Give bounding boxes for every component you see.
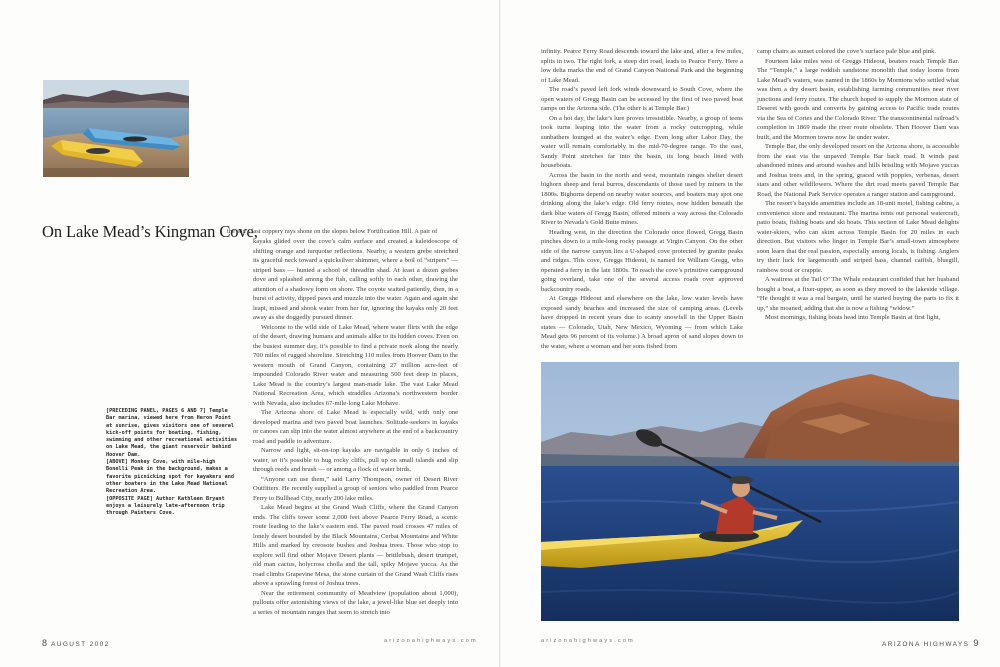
- paragraph: Across the basin to the north and west, mountain ranges shelter desert bighorn sheep and feral burros, descendants of those used by miners in the 1800s. Bighorns depend on nearby water sources, and boaters may spot one drinking along the lake’s edge. Old ferry routes, now hidden beneath the dark blue waters of Gregg Basin, offered miners a way across the Colorado River to Nevada’s Gold Butte mines.: [541, 171, 743, 226]
- magazine-name: ARIZONA HIGHWAYS: [882, 641, 970, 648]
- website-left: arizonahighways.com: [384, 638, 478, 644]
- article-column-3: [757, 47, 959, 323]
- kayaker-photo: [541, 362, 959, 621]
- paragraph: A waitress at the Tail O’ The Whale restaurant confided that her husband bought a boat, a fixer-upper, as soon as they moved to the lakeside village. “He thought it was a real bargain, until he started buying the parts to fix it up,” she moaned, adding that she is now a fishing “widow.”: [757, 276, 959, 312]
- article-column-1: [253, 237, 458, 617]
- paragraph: Narrow and light, sit-on-top kayaks are navigable in only 6 inches of water, so it’s possible to hug rocky cliffs, pull up on small islands and slip through reeds and brush — or among a flock of water birds.: [253, 447, 458, 473]
- paragraph: The road’s paved left fork winds downward to South Cove, where the open waters of Gregg Basin can be accessed by the first of two paved boat ramps on the Arizona side. (The other is at Temple Bar.): [541, 86, 743, 112]
- paragraph: Most mornings, fishing boats head into Temple Basin at first light,: [765, 314, 941, 321]
- caption-above: [ABOVE] Monkey Cove, with mile-high Bonelli Peak in the background, makes a favorite picnicking spot for kayakers and other boaters in the Lake Mead National Recreation Area.: [106, 459, 235, 495]
- paragraph: Lake Mead begins at the Grand Wash Cliffs, where the Grand Canyon ends. The cliffs tower some 2,000 feet above Pearce Ferry Road, a scenic route leading to the lake’s eastern end. The paved road crosses 47 miles of lonely desert bounded by the Black Mountains, Cerbat Mountains and White Hills and marked by creosote bushes and Joshua trees. Those who stop to explore will find other Mojave Desert plants — brittlebush, desert trumpet, old man cactus, holycross cholla and the tall, spiky Mojave yucca. As the road climbs Grapevine Mesa, the stone curtain of the Grand Wash Cliffs rises above a sprawling forest of Joshua trees.: [253, 504, 458, 587]
- paragraph: Heading west, in the direction the Colorado once flowed, Gregg Basin pinches down to a mile-long rocky passage at Virgin Canyon. On the other side of the narrow canyon lies a U-shaped cove protected by granite peaks and ridges. This cove, Greggs Hideout, is named for William Gregg, who operated a ferry in the late 1800s. To reach the cove’s primitive campground going overland, take one of the several access roads over approved backcountry roads.: [541, 228, 743, 293]
- paragraph: Fourteen lake miles west of Greggs Hideout, boaters reach Temple Bar. The “Temple,” a large reddish sandstone monolith that today looms from Lake Mead’s waters, was named in the 1860s by Mormons who settled what was then a dry desert basin, establishing farming communities near river junctions and ferry routes. The church hoped to supply the Mormon state of Deseret with goods and converts by gaining access to Pacific trade routes via the Sea of Cortes and the Colorado River. The transcontinental railroad’s completion in 1869 made the river route obsolete. Then Hoover Dam was built, and the Mormon towns now lie under water.: [757, 57, 959, 141]
- folio-right: [882, 638, 978, 648]
- paragraph: Welcome to the wild side of Lake Mead, where water flirts with the edge of the desert, drawing humans and animals alike to its hidden coves. Even on the busiest summer day, it’s possible to find a private nook along the nearly 700 miles of rugged shoreline. Stretching 110 miles from Hoover Dam to the western mouth of Grand Canyon, containing 27 million acre-feet of impounded Colorado River water and measuring 500 feet deep in places, Lake Mead is the country’s largest man-made lake. The vast Lake Mead National Recreation Area, which straddles Arizona’s northwestern border with Nevada, also includes 67-mile-long Lake Mohave.: [253, 323, 458, 407]
- paragraph: At Greggs Hideout and elsewhere on the lake, low water levels have exposed sandy beaches and increased the size of camping areas. (Levels have dropped in recent years due to scanty snowfall in the Upper Basin states — Colorado, Utah, New Mexico, Wyoming — from which Lake Mead gets 96 percent of its volume.) A broad apron of sand slopes down to the water, where a woman and her sons fished from: [541, 295, 743, 350]
- intro-text: the sun’s last coppery rays shone on the slopes below Fortification Hill. A pair of: [227, 228, 438, 235]
- paragraph: The Arizona shore of Lake Mead is especially wild, with only one developed marina and two paved boat launches. Solitude-seekers in kayaks or canoes can slip into the water almost anywhere at the end of a backcountry road and paddle to adventure.: [253, 409, 458, 445]
- paragraph: Near the retirement community of Meadview (population about 1,000), pullouts offer astonishing views of the lake, a jewel-like blue set deeply into a series of mountain ranges that seem to stretch into: [253, 589, 458, 616]
- paragraph: On a hot day, the lake’s lure proves irresistible. Nearby, a group of teens took turns leaping into the water from a rocky outcropping, while sunbathers lounged at the water’s edge. Even long after Labor Day, the water will remain comfortably in the mid-70-degree range. To the east, Sandy Point stretches far into the basin, its long beach lined with houseboats.: [541, 114, 743, 169]
- paragraph: infinity. Pearce Ferry Road descends toward the lake and, after a few miles, splits in two. The right fork, a steep dirt road, leads to Pearce Ferry. Here a low delta marks the end of Grand Canyon National Park and the beginning of Lake Mead.: [541, 48, 743, 84]
- paragraph: “Anyone can use them,” said Larry Thompson, owner of Desert River Outfitters. He recently supplied a group of seniors who paddled from Pearce Ferry to Bullhead City, nearly 200 lake miles.: [253, 475, 458, 502]
- caption-preceding-panel: [PRECEDING PANEL, PAGES 6 AND 7] Temple Bar marina, viewed here from Heron Point at sunrise, gives visitors one of several kick-off points for boating, fishing, swimming and other recreational activities on Lake Mead, the giant reservoir behind Hoover Dam.: [106, 408, 238, 458]
- paragraph: kayaks glided over the cove’s calm surface and created a kaleidoscope of shifting orange and turquoise reflections. Nearby, a western grebe stretched its graceful neck toward a quicksilver shimmer, where a boil of “stripers” — striped bass — hunted a school of threadfin shad. At least a dozen grebes dove and splashed among the fish, calling softly to each other, drawing the attention of a shadowy form on shore. The coyote waited patiently, then, in a burst of activity, dipped paws and muzzle into the water. Again and again she leapt, missed and shook water from her fur, ignoring the kayaks only 20 feet away as she doggedly pursued dinner.: [253, 238, 458, 321]
- issue-date: AUGUST 2002: [51, 641, 110, 648]
- paragraph: Temple Bar, the only developed resort on the Arizona shore, is accessible from the east via the unpaved Temple Bar back road. It winds past abandoned mines and around washes and hills bristling with Mojave yuccas and Joshua trees and, in the spring, graced with poppies, verbenas, desert stars and other wildflowers. Where the dirt road meets paved Temple Bar Road, the National Park Service operates a ranger station and campground.: [757, 143, 959, 198]
- folio-left: [42, 638, 110, 648]
- page-number-left: 8: [42, 638, 48, 648]
- website-right: arizonahighways.com: [541, 638, 635, 644]
- article-column-2: [541, 47, 743, 351]
- article-headline: On Lake Mead’s Kingman Cove,: [42, 222, 258, 241]
- caption-opposite-page: [OPPOSITE PAGE] Author Kathleen Bryant enjoys a leisurely late-afternoon trip through Painters Cove.: [106, 495, 225, 517]
- page-gutter: [499, 0, 501, 667]
- paragraph: The resort’s bayside amenities include an 18-unit motel, fishing cabins, a convenience store and restaurant. The marina rents out personal watercraft, patio boats, fishing boats and ski boats. This section of Lake Mead delights water-skiers, who can skim across Temple Basin for 20 miles in each direction. But visitors who linger in Temple Bar’s small-town atmosphere soon learn that the real passion, especially among locals, is fishing. Anglers try their luck for largemouth and striped bass, channel catfish, bluegill, rainbow trout or crappie.: [757, 200, 959, 274]
- paragraph: camp chairs as sunset colored the cove’s surface pale blue and pink.: [757, 48, 937, 55]
- page-number-right: 9: [973, 638, 979, 648]
- photo-caption: [106, 408, 238, 517]
- kayaks-on-shore-photo: [43, 80, 189, 177]
